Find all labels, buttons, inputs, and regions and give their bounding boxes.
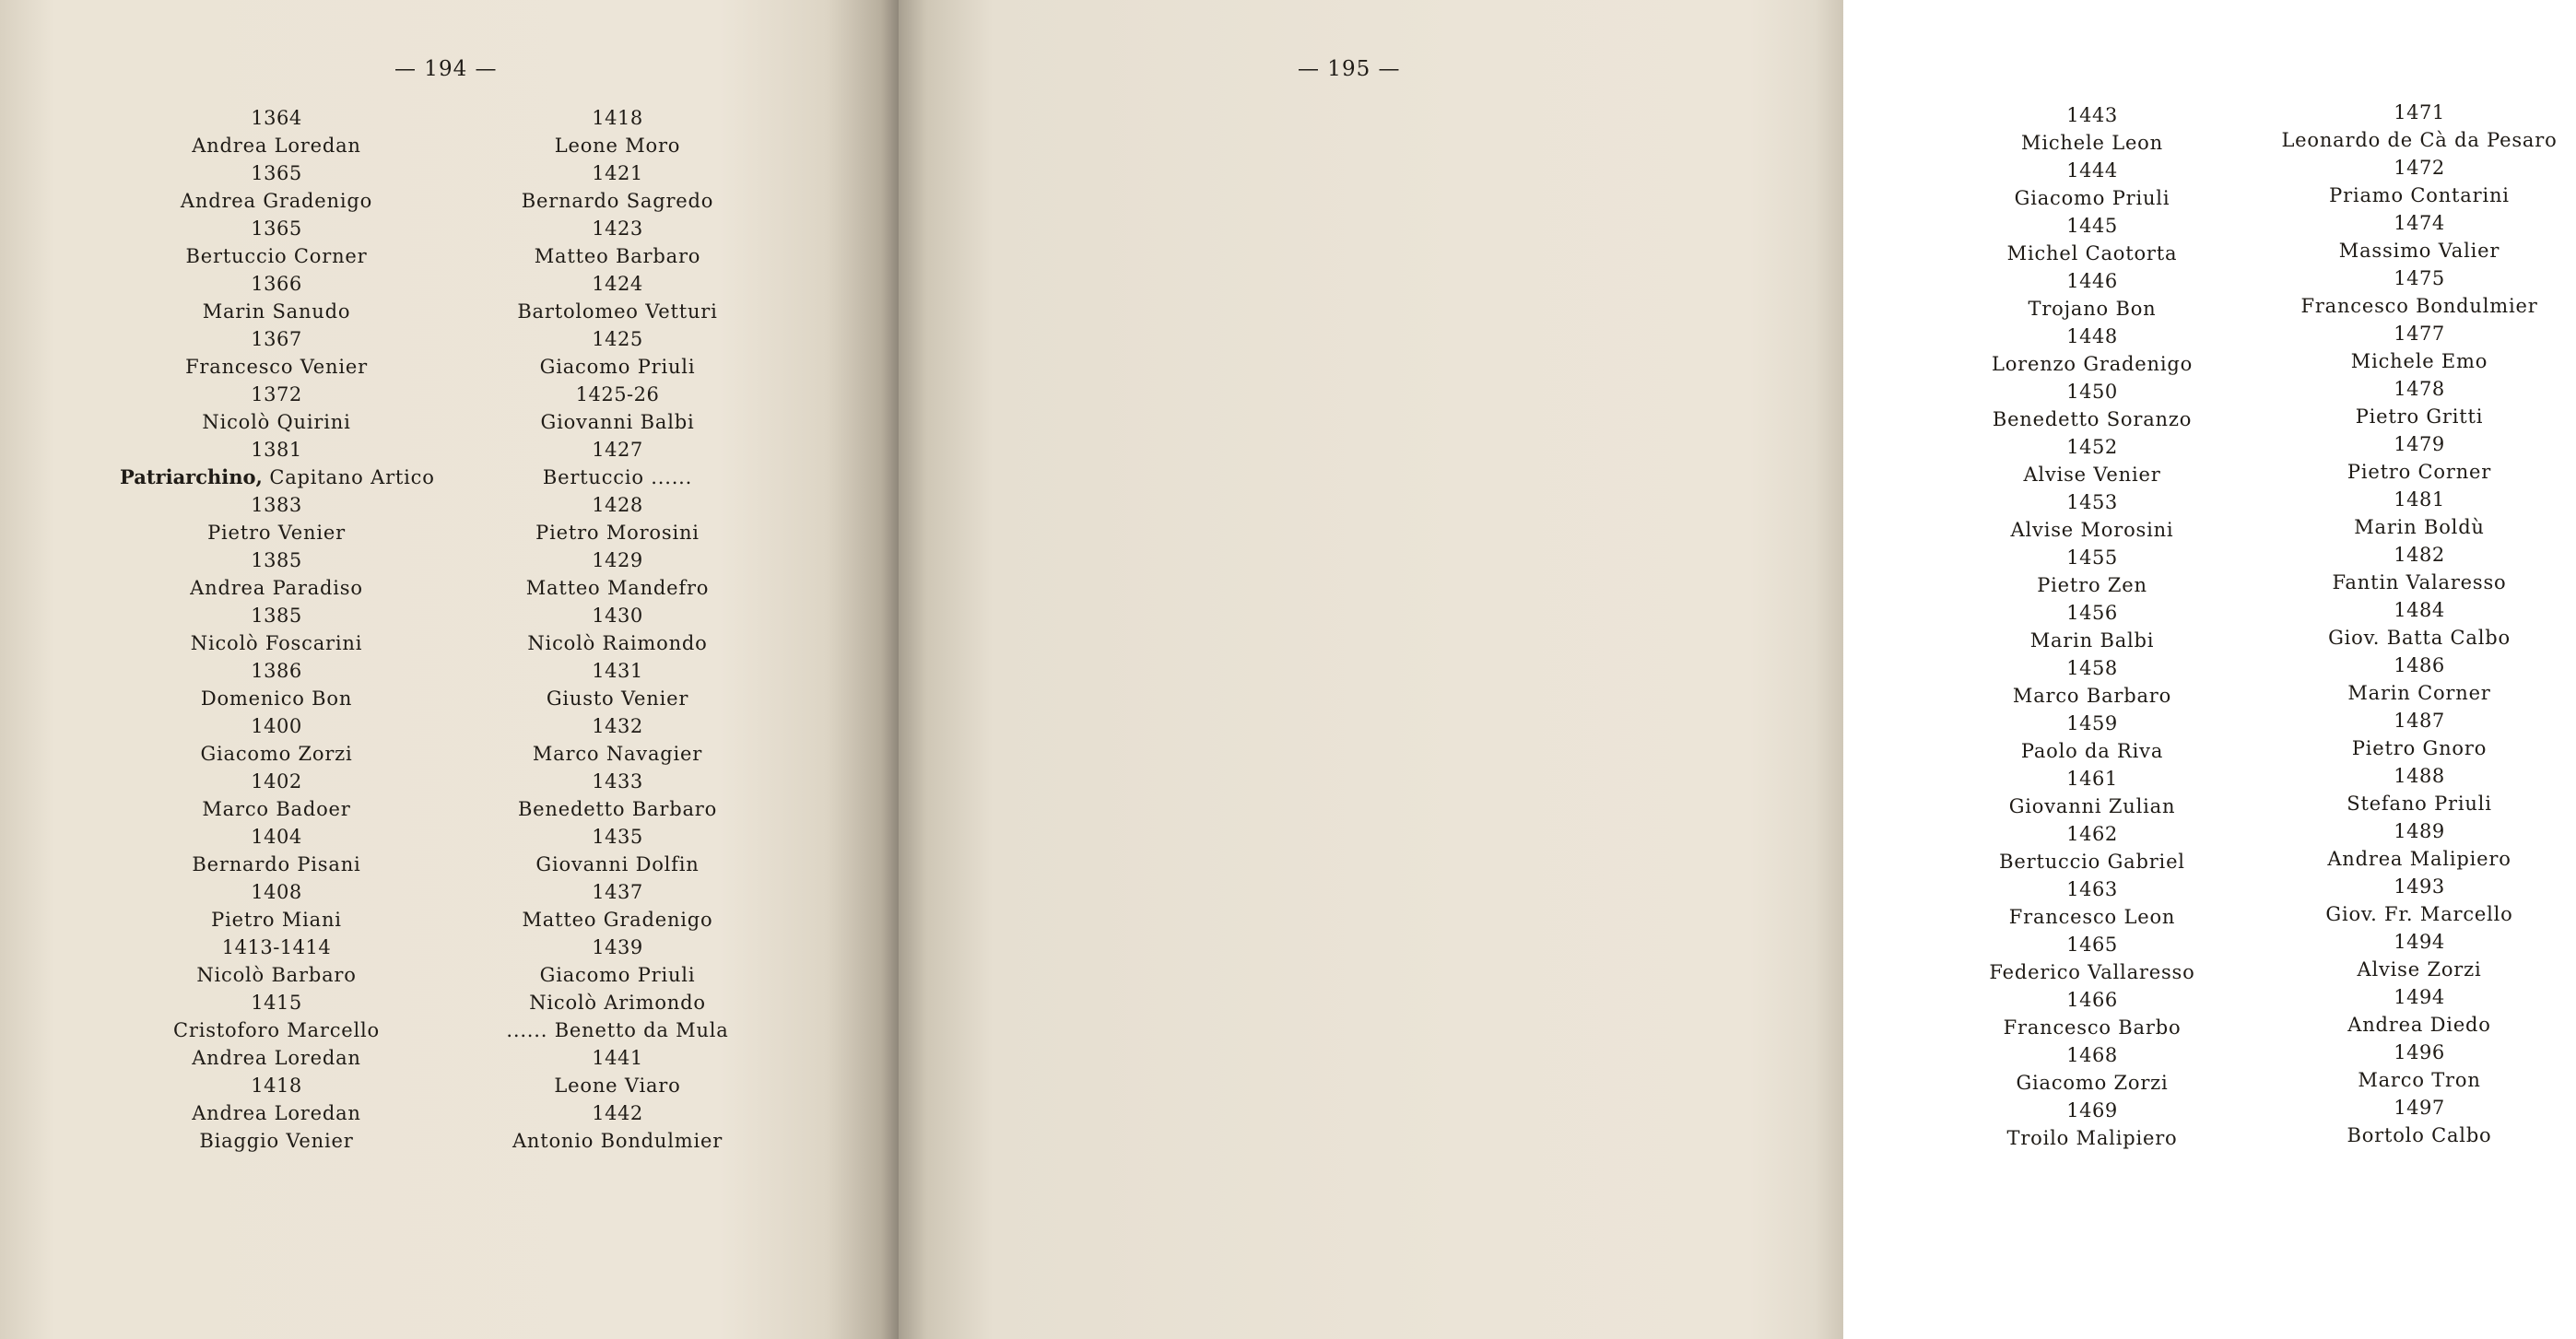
year-entry: 1408 <box>251 881 302 903</box>
year-entry: 1453 <box>2066 491 2118 513</box>
year-entry: 1439 <box>592 936 643 958</box>
name-entry: Pietro Gnoro <box>2351 737 2488 759</box>
year-entry: 1365 <box>251 162 302 184</box>
year-entry: 1455 <box>2066 546 2118 569</box>
year-entry: 1494 <box>2394 931 2445 953</box>
year-entry: 1465 <box>2066 934 2118 956</box>
year-entry: 1493 <box>2394 875 2445 898</box>
year-entry: 1424 <box>592 273 643 295</box>
year-entry: 1474 <box>2394 212 2445 234</box>
name-entry: Priamo Contarini <box>2329 184 2510 206</box>
year-entry: 1496 <box>2394 1041 2445 1063</box>
page-number: — 194 — <box>394 57 498 81</box>
name-entry: Biaggio Venier <box>199 1130 354 1152</box>
year-entry: 1435 <box>592 826 643 848</box>
year-entry: 1372 <box>251 383 302 405</box>
name-entry: Lorenzo Gradenigo <box>1991 353 2194 375</box>
register-column <box>465 104 770 1155</box>
year-entry: 1413-1414 <box>221 936 332 958</box>
year-entry: 1418 <box>592 107 643 129</box>
year-entry: 1482 <box>2394 544 2445 566</box>
name-entry: Pietro Miani <box>211 909 342 931</box>
name-entry: Federico Vallaresso <box>1989 961 2195 983</box>
name-entry: Antonio Bondulmier <box>512 1130 723 1152</box>
year-entry: 1462 <box>2066 823 2118 845</box>
year-entry: 1471 <box>2394 101 2445 123</box>
year-entry: 1365 <box>251 217 302 240</box>
year-entry: 1478 <box>2394 378 2445 400</box>
year-entry: 1385 <box>251 605 302 627</box>
year-entry: 1441 <box>592 1047 643 1069</box>
name-entry: Marco Navagier <box>532 743 703 765</box>
year-entry: 1445 <box>2066 215 2118 237</box>
bold-name: Patriarchino, <box>120 465 263 488</box>
name-entry: Marco Barbaro <box>2012 685 2172 707</box>
register-column <box>2263 99 2576 1149</box>
name-entry: Nicolò Arimondo <box>529 992 706 1014</box>
name-entry: Andrea Paradiso <box>190 577 363 599</box>
year-entry: 1461 <box>2066 768 2118 790</box>
name-entry: Nicolò Raimondo <box>527 632 708 654</box>
register-column <box>120 104 433 1155</box>
name-entry: Benedetto Soranzo <box>1992 408 2193 430</box>
left-page <box>0 0 899 1339</box>
year-entry: 1475 <box>2394 267 2445 289</box>
year-entry: 1364 <box>251 107 302 129</box>
name-entry: Troilo Malipiero <box>2006 1127 2178 1149</box>
name-entry: Benedetto Barbaro <box>517 798 718 820</box>
name-entry: Andrea Diedo <box>2347 1014 2491 1036</box>
name-entry: Giov. Fr. Marcello <box>2325 903 2513 925</box>
page-number: — 195 — <box>1298 57 1401 81</box>
name-entry: Cristoforo Marcello <box>173 1019 380 1041</box>
name-entry: Pietro Venier <box>207 522 346 544</box>
name-entry: Bertuccio Corner <box>185 245 368 267</box>
year-entry: 1366 <box>251 273 302 295</box>
name-entry: Bernardo Sagredo <box>521 190 714 212</box>
year-entry: 1452 <box>2066 436 2118 458</box>
name-entry: Francesco Leon <box>2008 906 2176 928</box>
name-entry: Giov. Batta Calbo <box>2328 627 2511 649</box>
year-entry: 1431 <box>592 660 643 682</box>
year-entry: 1400 <box>251 715 302 737</box>
name-entry: Giacomo Priuli <box>539 356 696 378</box>
name-entry: Bertuccio ...... <box>542 466 693 488</box>
year-entry: 1367 <box>251 328 302 350</box>
name-entry: Leonardo de Cà da Pesaro <box>2281 129 2558 151</box>
year-entry: 1402 <box>251 770 302 793</box>
year-entry: 1421 <box>592 162 643 184</box>
name-entry: Francesco Bondulmier <box>2300 295 2538 317</box>
name-entry: Michele Emo <box>2350 350 2488 372</box>
register-column <box>1968 101 2217 1152</box>
year-entry: 1433 <box>592 770 643 793</box>
year-entry: 1488 <box>2394 765 2445 787</box>
year-entry: 1487 <box>2394 710 2445 732</box>
year-entry: 1432 <box>592 715 643 737</box>
year-entry: 1477 <box>2394 323 2445 345</box>
name-entry: Nicolò Quirini <box>202 411 351 433</box>
name-entry: Andrea Loredan <box>192 135 361 157</box>
name-entry: Matteo Mandefro <box>525 577 710 599</box>
name-entry: Alvise Venier <box>2023 464 2161 486</box>
name-entry: Nicolò Foscarini <box>190 632 363 654</box>
year-entry: 1469 <box>2066 1099 2118 1122</box>
name-entry: Francesco Barbo <box>2003 1016 2182 1039</box>
name-entry: Alvise Zorzi <box>2357 958 2482 981</box>
name-entry: Andrea Loredan <box>192 1047 361 1069</box>
year-entry: 1494 <box>2394 986 2445 1008</box>
year-entry: 1450 <box>2066 381 2118 403</box>
year-entry: 1425-26 <box>575 383 660 405</box>
year-entry: 1385 <box>251 549 302 571</box>
name-entry: Fantin Valaresso <box>2332 571 2507 593</box>
name-entry: Pietro Morosini <box>535 522 700 544</box>
year-entry: 1468 <box>2066 1044 2118 1066</box>
name-entry: Giacomo Priuli <box>2014 187 2170 209</box>
name-entry: Bartolomeo Vetturi <box>517 300 718 323</box>
name-entry: Marin Corner <box>2347 682 2491 704</box>
name-entry: Giacomo Priuli <box>539 964 696 986</box>
year-entry: 1428 <box>592 494 643 516</box>
year-entry: 1442 <box>592 1102 643 1124</box>
name-entry: Giovanni Balbi <box>540 411 695 433</box>
year-entry: 1466 <box>2066 989 2118 1011</box>
name-entry: Leone Viaro <box>554 1075 681 1097</box>
year-entry: 1472 <box>2394 157 2445 179</box>
name-entry <box>120 464 433 491</box>
name-entry: Michele Leon <box>2021 132 2163 154</box>
year-entry: 1459 <box>2066 712 2118 734</box>
name-entry: Pietro Gritti <box>2355 405 2484 428</box>
name-entry: Marin Boldù <box>2354 516 2485 538</box>
name-suffix: Capitano Artico <box>262 466 435 488</box>
right-page <box>899 0 2558 1339</box>
name-entry: Marin Balbi <box>2029 629 2155 652</box>
name-entry: Bertuccio Gabriel <box>1999 851 2185 873</box>
name-entry: Pietro Zen <box>2037 574 2147 596</box>
name-entry: Matteo Barbaro <box>534 245 701 267</box>
name-entry: Domenico Bon <box>200 687 353 710</box>
year-entry: 1425 <box>592 328 643 350</box>
name-entry: Giusto Venier <box>546 687 689 710</box>
year-entry: 1404 <box>251 826 302 848</box>
name-entry: Bernardo Pisani <box>192 853 361 875</box>
year-entry: 1418 <box>251 1075 302 1097</box>
name-entry: Alvise Morosini <box>2010 519 2174 541</box>
name-entry: Marin Sanudo <box>202 300 351 323</box>
year-entry: 1427 <box>592 439 643 461</box>
year-entry: 1383 <box>251 494 302 516</box>
name-entry: Marco Badoer <box>202 798 351 820</box>
year-entry: 1386 <box>251 660 302 682</box>
name-entry: Bortolo Calbo <box>2347 1124 2492 1146</box>
name-entry: Michel Caotorta <box>2006 242 2178 264</box>
name-entry: Giovanni Dolfin <box>535 853 700 875</box>
year-entry: 1444 <box>2066 159 2118 182</box>
year-entry: 1437 <box>592 881 643 903</box>
year-entry: 1497 <box>2394 1097 2445 1119</box>
name-entry: Marco Tron <box>2358 1069 2481 1091</box>
name-entry: Paolo da Riva <box>2020 740 2164 762</box>
name-entry: Pietro Corner <box>2347 461 2492 483</box>
year-entry: 1489 <box>2394 820 2445 842</box>
name-entry: Andrea Gradenigo <box>180 190 373 212</box>
name-entry: Giacomo Zorzi <box>200 743 353 765</box>
year-entry: 1463 <box>2066 878 2118 900</box>
year-entry: 1446 <box>2066 270 2118 292</box>
name-entry: Giovanni Zulian <box>2008 795 2176 817</box>
name-entry: Nicolò Barbaro <box>196 964 357 986</box>
year-entry: 1381 <box>251 439 302 461</box>
name-entry: Andrea Loredan <box>192 1102 361 1124</box>
year-entry: 1423 <box>592 217 643 240</box>
name-entry: ...... Benetto da Mula <box>506 1019 729 1041</box>
name-entry: Matteo Gradenigo <box>522 909 713 931</box>
year-entry: 1415 <box>251 992 302 1014</box>
name-entry: Leone Moro <box>554 135 681 157</box>
year-entry: 1456 <box>2066 602 2118 624</box>
year-entry: 1430 <box>592 605 643 627</box>
name-entry: Francesco Venier <box>185 356 368 378</box>
year-entry: 1479 <box>2394 433 2445 455</box>
name-entry: Stefano Priuli <box>2347 793 2492 815</box>
year-entry: 1486 <box>2394 654 2445 676</box>
name-entry: Massimo Valier <box>2338 240 2500 262</box>
year-entry: 1448 <box>2066 325 2118 347</box>
year-entry: 1458 <box>2066 657 2118 679</box>
name-entry: Trojano Bon <box>2028 298 2157 320</box>
year-entry: 1484 <box>2394 599 2445 621</box>
year-entry: 1481 <box>2394 488 2445 511</box>
year-entry: 1429 <box>592 549 643 571</box>
name-entry: Andrea Malipiero <box>2327 848 2511 870</box>
year-entry: 1443 <box>2066 104 2118 126</box>
name-entry: Giacomo Zorzi <box>2016 1072 2169 1094</box>
